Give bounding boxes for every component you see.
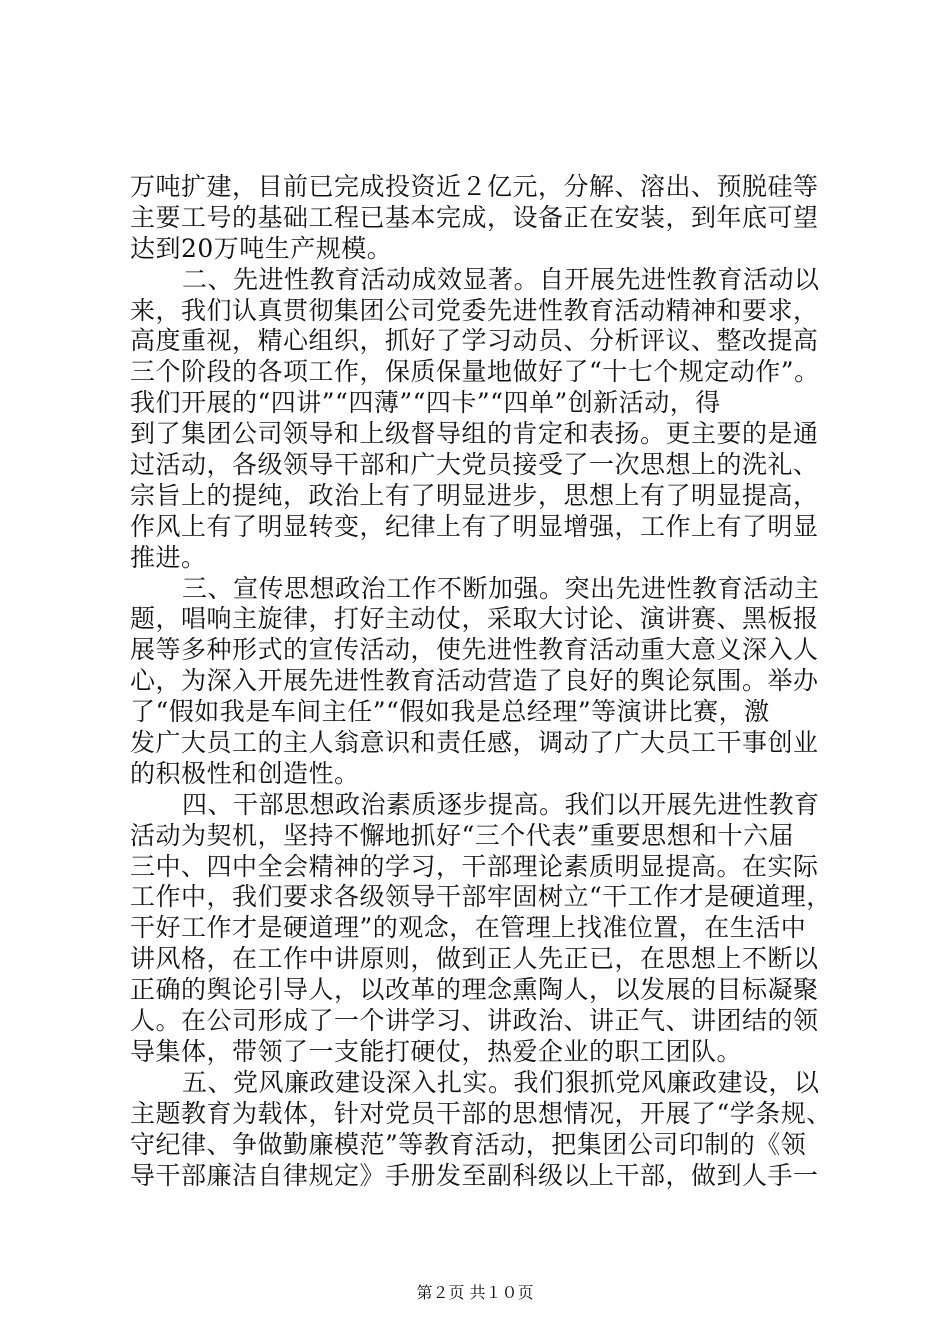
text-line: 导干部廉洁自律规定》手册发至副科级以上干部，做到人手一 bbox=[130, 1160, 819, 1190]
paragraph-first-line: 四、干部思想政治素质逐步提高。我们以开展先进性教育 bbox=[182, 789, 820, 819]
text-line: 展等多种形式的宣传活动，使先进性教育活动重大意义深入人 bbox=[130, 635, 819, 665]
page-footer: 第２页 共１０页 bbox=[416, 1283, 534, 1302]
body-text bbox=[130, 172, 835, 1191]
text-line: 正确的舆论引导人，以改革的理念熏陶人，以发展的目标凝聚 bbox=[130, 975, 819, 1005]
text-line: 推进。 bbox=[130, 542, 207, 572]
text-line: 主题教育为载体，针对党员干部的思想情况，开展了“学条规、 bbox=[130, 1098, 832, 1128]
text-line: 题，唱响主旋律，打好主动仗，采取大讨论、演讲赛、黑板报 bbox=[130, 604, 819, 634]
text-line: 过活动，各级领导干部和广大党员接受了一次思想上的洗礼、 bbox=[130, 450, 819, 480]
text-line: 导集体，带领了一支能打硬仗，热爱企业的职工团队。 bbox=[130, 1036, 743, 1066]
text-line: 心，为深入开展先进性教育活动营造了良好的舆论氛围。举办 bbox=[130, 666, 819, 696]
text-line: 我们开展的“四讲”“四薄”“四卡”“四单”创新活动，得 bbox=[130, 388, 721, 418]
text-line: 人。在公司形成了一个讲学习、讲政治、讲正气、讲团结的领 bbox=[130, 1006, 819, 1036]
text-line: 高度重视，精心组织，抓好了学习动员、分析评议、整改提高 bbox=[130, 326, 819, 356]
paragraph-first-line: 二、先进性教育活动成效显著。自开展先进性教育活动以 bbox=[182, 264, 820, 294]
text-line: 来，我们认真贯彻集团公司党委先进性教育活动精神和要求， bbox=[130, 295, 819, 325]
text-line: 万吨扩建，目前已完成投资近２亿元，分解、溶出、预脱硅等 bbox=[130, 172, 819, 201]
text-line: 干好工作才是硬道理”的观念，在管理上找准位置，在生活中 bbox=[130, 913, 807, 943]
text-line: 达到20万吨生产规模。 bbox=[130, 233, 393, 263]
paragraph-first-line: 五、党风廉政建设深入扎实。我们狠抓党风廉政建设，以 bbox=[182, 1067, 820, 1097]
text-line: 宗旨上的提纯，政治上有了明显进步，思想上有了明显提高， bbox=[130, 480, 819, 510]
text-line: 守纪律、争做勤廉模范”等教育活动，把集团公司印制的《领 bbox=[130, 1129, 807, 1159]
text-line: 讲风格，在工作中讲原则，做到正人先正已，在思想上不断以 bbox=[130, 944, 819, 974]
text-line: 发广大员工的主人翁意识和责任感，调动了广大员工干事创业 bbox=[130, 728, 819, 758]
text-line: 作风上有了明显转变，纪律上有了明显增强，工作上有了明显 bbox=[130, 511, 819, 541]
paragraph-first-line: 三、宣传思想政治工作不断加强。突出先进性教育活动主 bbox=[182, 573, 820, 603]
text-line: 活动为契机，坚持不懈地抓好“三个代表”重要思想和十六届 bbox=[130, 820, 795, 850]
text-line: 的积极性和创造性。 bbox=[130, 758, 360, 788]
text-line: 三个阶段的各项工作，保质保量地做好了“十七个规定动作”。 bbox=[130, 357, 820, 387]
text-line: 三中、四中全会精神的学习，干部理论素质明显提高。在实际 bbox=[130, 851, 819, 881]
text-line: 到了集团公司领导和上级督导组的肯定和表扬。更主要的是通 bbox=[130, 419, 819, 449]
text-line: 工作中，我们要求各级领导干部牢固树立“干工作才是硬道理， bbox=[130, 882, 832, 912]
text-line: 了“假如我是车间主任”“假如我是总经理”等演讲比赛，激 bbox=[130, 697, 770, 727]
text-line: 主要工号的基础工程已基本完成，设备正在安装，到年底可望 bbox=[130, 202, 819, 232]
